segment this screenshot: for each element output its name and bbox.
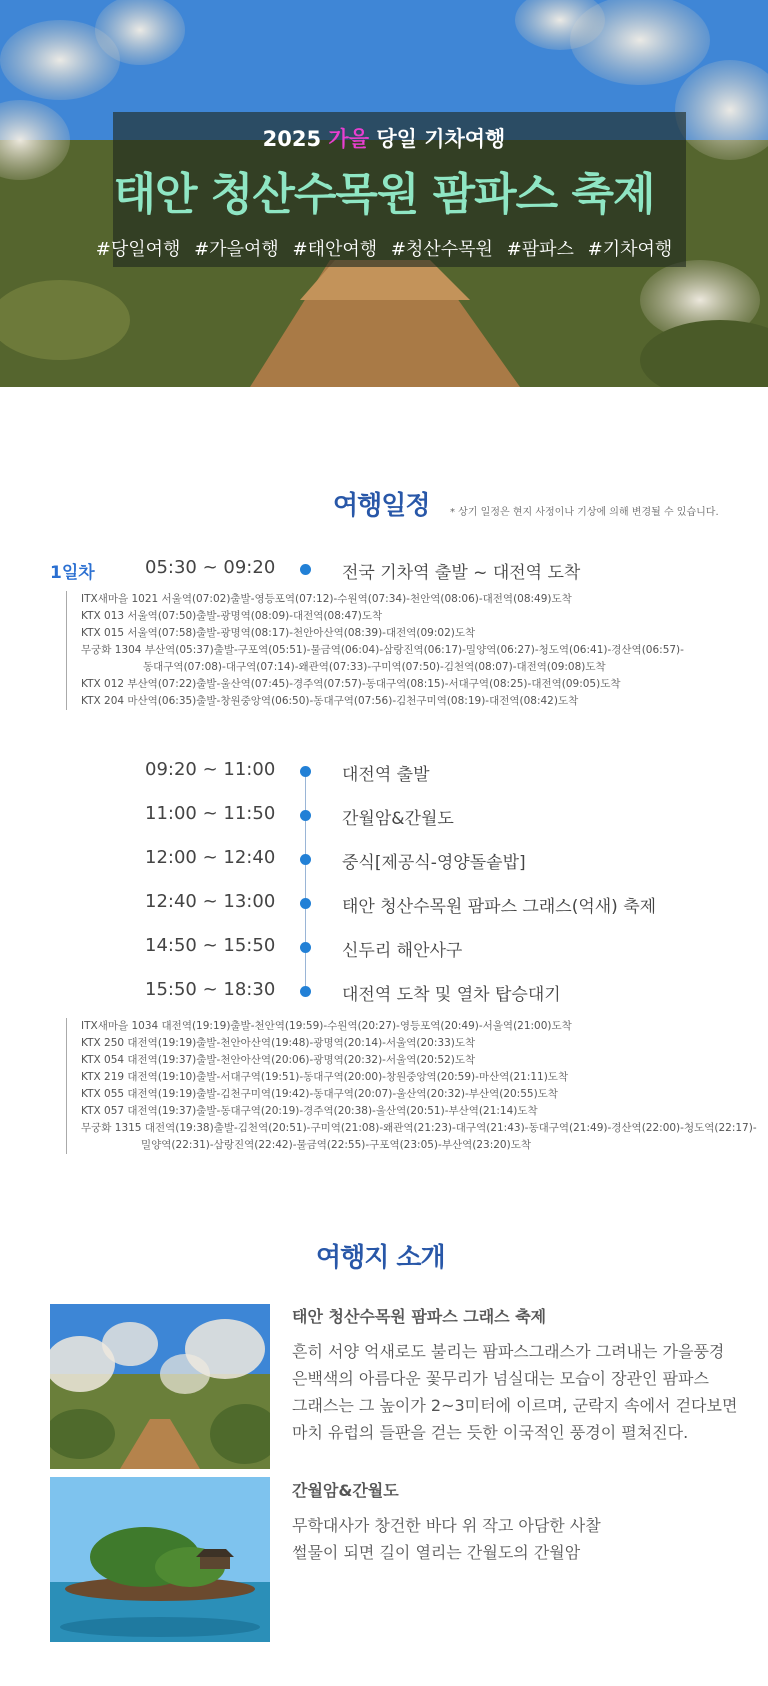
- outbound-train-list: [66, 591, 684, 710]
- train-item-continued: 동대구역(07:08)-대구역(07:14)-왜관역(07:33)-구미역(07:50)-김천역(08:07)-대전역(09:08)도착: [143, 661, 606, 673]
- timeline-dot: [300, 810, 311, 821]
- train-item: KTX 012 부산역(07:22)출발-울산역(07:45)-경주역(07:57)-동대구역(08:15)-서대구역(08:25)-대전역(09:05)도착: [81, 678, 621, 690]
- schedule-title: 여행일정: [333, 491, 430, 521]
- description-line: 마치 유럽의 들판을 걷는 듯한 이국적인 풍경이 펼쳐진다.: [292, 1423, 689, 1442]
- timeline-dot: [300, 564, 311, 575]
- schedule-activity: 태안 청산수목원 팜파스 그래스(억새) 축제: [342, 897, 657, 917]
- pampas-garden-image: [50, 1304, 270, 1469]
- schedule-activity: 대전역 도착 및 열차 탑승대기: [342, 985, 561, 1005]
- train-item: KTX 054 대전역(19:37)출발-천안아산역(20:06)-광명역(20:32)-서울역(20:52)도착: [81, 1054, 476, 1066]
- timeline-dot: [300, 942, 311, 953]
- ganwolam-photo: [50, 1477, 270, 1642]
- train-item: ITX새마을 1021 서울역(07:02)출발-영등포역(07:12)-수원역(07:34)-천안역(08:06)-대전역(08:49)도착: [81, 593, 572, 605]
- hashtag: #가을여행: [194, 239, 279, 260]
- description-line: 은백색의 아름다운 꽃무리가 넘실대는 모습이 장관인 팜파스: [292, 1369, 709, 1388]
- intro-title: 여행지 소개: [316, 1243, 445, 1273]
- timeline-line: [305, 770, 306, 988]
- schedule-time: 14:50 ~ 15:50: [145, 935, 276, 956]
- return-train-list: [66, 1018, 757, 1154]
- schedule-time: 05:30 ~ 09:20: [145, 557, 276, 578]
- schedule-activity: 중식[제공식-영양돌솥밥]: [342, 853, 526, 873]
- schedule-time: 09:20 ~ 11:00: [145, 759, 276, 780]
- train-item: KTX 057 대전역(19:37)출발-동대구역(20:19)-경주역(20:38)-울산역(20:51)-부산역(21:14)도착: [81, 1105, 538, 1117]
- train-item: KTX 013 서울역(07:50)출발-광명역(08:09)-대전역(08:47)도착: [81, 610, 383, 622]
- ganwolam-island-image: [50, 1477, 270, 1642]
- timeline-dot: [300, 986, 311, 997]
- schedule-note: * 상기 일정은 현지 사정이나 기상에 의해 변경될 수 있습니다.: [450, 507, 719, 518]
- description-line: 그래스는 그 높이가 2~3미터에 이르며, 군락지 속에서 걷다보면: [292, 1396, 738, 1415]
- schedule-time: 15:50 ~ 18:30: [145, 979, 276, 1000]
- spot-description: [292, 1338, 742, 1446]
- hashtag: #기차여행: [587, 239, 673, 260]
- day-label: 1일차: [50, 563, 95, 583]
- hero-hashtags: [0, 235, 768, 261]
- hero-title: 태안 청산수목원 팜파스 축제: [113, 169, 655, 220]
- schedule-activity: 전국 기차역 출발 ~ 대전역 도착: [342, 563, 581, 583]
- spot-title: 간월암&간월도: [292, 1481, 399, 1500]
- pampas-garden-photo: [50, 1304, 270, 1469]
- train-item-continued: 밀양역(22:31)-삼랑진역(22:42)-물금역(22:55)-구포역(23:05)-부산역(23:20)도착: [141, 1139, 531, 1151]
- schedule-activity: 간월암&간월도: [342, 809, 454, 829]
- hashtag: #청산수목원: [390, 239, 493, 260]
- timeline-dot: [300, 766, 311, 777]
- hashtag: #당일여행: [95, 239, 181, 260]
- hashtag: #팜파스: [506, 239, 574, 260]
- timeline-dot: [300, 898, 311, 909]
- hero-banner: [0, 0, 768, 387]
- train-item: KTX 204 마산역(06:35)출발-창원중앙역(06:50)-동대구역(07:56)-김천구미역(08:19)-대전역(08:42)도착: [81, 695, 579, 707]
- train-item: KTX 015 서울역(07:58)출발-광명역(08:17)-천안아산역(08:39)-대전역(09:02)도착: [81, 627, 476, 639]
- spot-title: 태안 청산수목원 팜파스 그래스 축제: [292, 1307, 547, 1326]
- train-item: KTX 250 대전역(19:19)출발-천안아산역(19:48)-광명역(20:14)-서울역(20:33)도착: [81, 1037, 476, 1049]
- schedule-time: 12:40 ~ 13:00: [145, 891, 276, 912]
- train-item: 무궁화 1315 대전역(19:38)출발-김천역(20:51)-구미역(21:08)-왜관역(21:23)-대구역(21:43)-동대구역(21:49)-경산역(22:00)-청도역(22:17)-: [81, 1122, 757, 1134]
- timeline-dot: [300, 854, 311, 865]
- hashtag: #태안여행: [292, 239, 378, 260]
- description-line: 무학대사가 창건한 바다 위 작고 아담한 사찰: [292, 1516, 601, 1535]
- train-item: KTX 219 대전역(19:10)출발-서대구역(19:51)-동대구역(20:00)-창원중앙역(20:59)-마산역(21:11)도착: [81, 1071, 569, 1083]
- schedule-time: 11:00 ~ 11:50: [145, 803, 276, 824]
- train-item: KTX 055 대전역(19:19)출발-김천구미역(19:42)-동대구역(20:07)-울산역(20:32)-부산역(20:55)도착: [81, 1088, 558, 1100]
- train-item: ITX새마을 1034 대전역(19:19)출발-천안역(19:59)-수원역(20:27)-영등포역(20:49)-서울역(21:00)도착: [81, 1020, 572, 1032]
- train-item: 무궁화 1304 부산역(05:37)출발-구포역(05:51)-물금역(06:04)-삼랑진역(06:17)-밀양역(06:27)-청도역(06:41)-경산역(06:57)-: [81, 644, 684, 656]
- schedule-activity: 신두리 해안사구: [342, 941, 463, 961]
- schedule-activity: 대전역 출발: [342, 765, 430, 785]
- description-line: 썰물이 되면 길이 열리는 간월도의 간월암: [292, 1543, 581, 1562]
- schedule-time: 12:00 ~ 12:40: [145, 847, 276, 868]
- hero-subtitle: 2025 가을 당일 기차여행: [262, 127, 506, 151]
- spot-description: [292, 1512, 742, 1566]
- description-line: 흔히 서양 억새로도 불리는 팜파스그래스가 그려내는 가을풍경: [292, 1342, 725, 1361]
